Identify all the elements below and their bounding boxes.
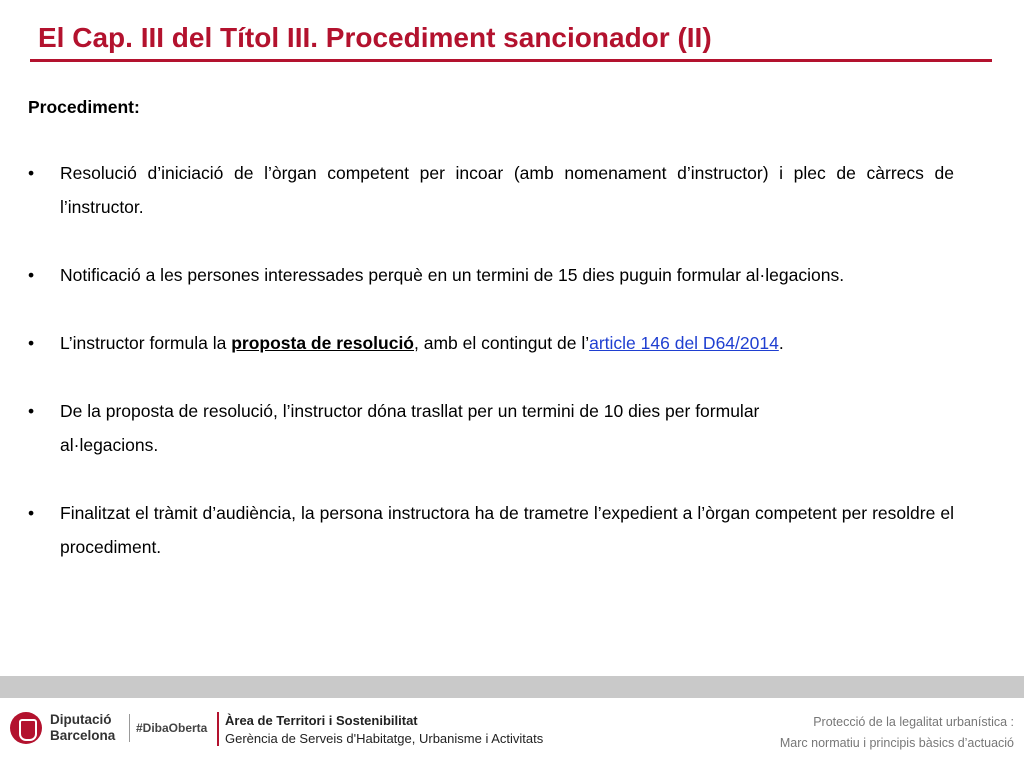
presentation-subtitle: Marc normatiu i principis bàsics d’actuació xyxy=(779,736,1014,750)
logo-line-2: Barcelona xyxy=(50,728,116,743)
bullet-text-continued: al·legacions. xyxy=(60,435,159,455)
presentation-title: Protecció de la legalitat urbanística : xyxy=(813,715,1014,729)
bullet-item xyxy=(28,326,954,360)
bullet-text: De la proposta de resolució, l’instructor dóna trasllat per un termini de 10 dies per formular xyxy=(60,401,760,421)
area-divider xyxy=(217,712,219,746)
slide-content xyxy=(28,90,954,598)
diputacio-logo-text xyxy=(50,712,115,744)
section-heading: Procediment: xyxy=(28,97,140,117)
bullet-text: Resolució d’iniciació de l’òrgan competent per incoar (amb nomenament d’instructor) i plec de càrrecs de l’instructor. xyxy=(60,163,954,217)
proposta-emphasis: proposta de resolució xyxy=(231,333,414,353)
bullet-text-after: . xyxy=(778,333,784,353)
bullet-text: Notificació a les persones interessades perquè en un termini de 15 dies puguin formular al·legacions. xyxy=(60,265,845,285)
area-title: Àrea de Territori i Sostenibilitat xyxy=(225,713,418,728)
slide-title: El Cap. III del Títol III. Procediment sancionador (II) xyxy=(38,22,712,53)
bullet-text-before: L’instructor formula la xyxy=(60,333,232,353)
bullet-item xyxy=(28,258,954,292)
bullet-text-middle: , amb el contingut de l’ xyxy=(414,333,590,353)
footer-band xyxy=(0,676,1024,698)
bullet-text: Finalitzat el tràmit d’audiència, la persona instructora ha de trametre l’expedient a l’òrgan competent per resoldre el procediment. xyxy=(60,503,954,557)
article-146-link[interactable]: article 146 del D64/2014 xyxy=(589,333,779,353)
hashtag: #DibaOberta xyxy=(136,721,208,735)
area-subtitle: Gerència de Serveis d'Habitatge, Urbanisme i Activitats xyxy=(225,731,544,746)
diputacio-seal-icon xyxy=(10,712,42,744)
bullet-list xyxy=(28,156,954,564)
logo-divider xyxy=(129,714,130,742)
footer xyxy=(0,698,1024,768)
logo-line-1: Diputació xyxy=(50,712,112,727)
bullet-item xyxy=(28,496,954,564)
title-underline xyxy=(30,59,992,62)
bullet-item xyxy=(28,156,954,224)
bullet-item xyxy=(28,394,954,462)
